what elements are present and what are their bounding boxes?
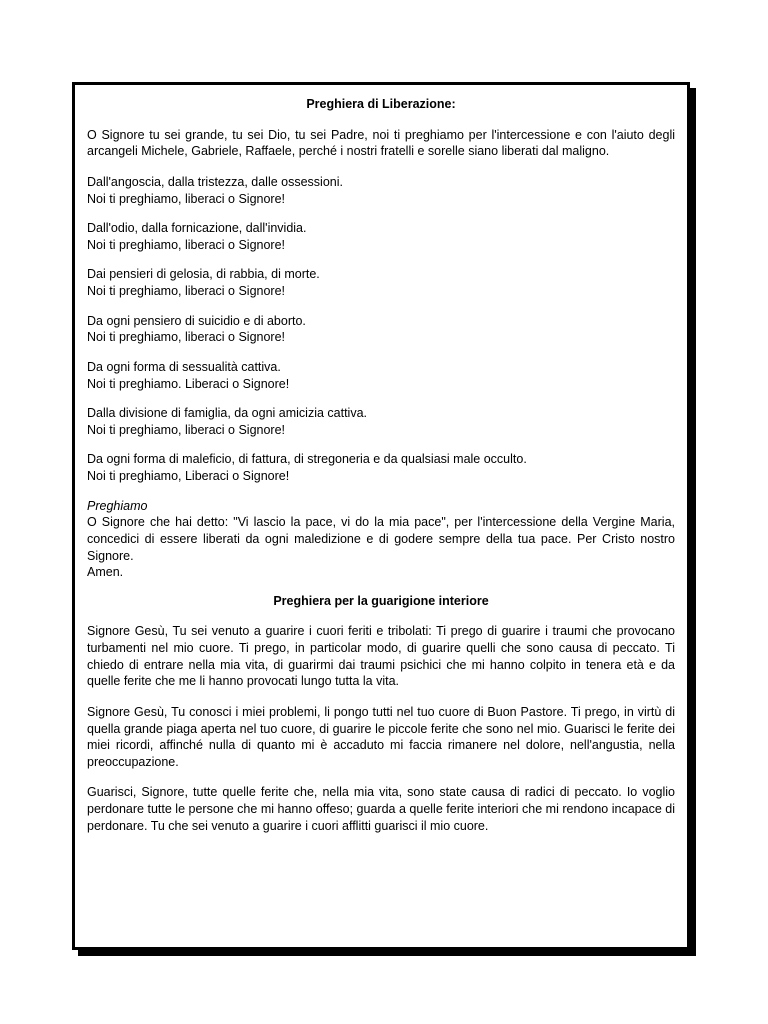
spacer xyxy=(87,392,675,405)
spacer xyxy=(87,690,675,704)
invocation-response: Noi ti preghiamo, liberaci o Signore! xyxy=(87,330,286,345)
closing-heading: Preghiamo xyxy=(87,498,148,513)
invocation-petition: Da ogni pensiero di suicidio e di aborto. xyxy=(87,313,306,328)
closing-body: O Signore che hai detto: "Vi lascio la pace, vi do la mia pace", per l'intercessione della Vergine Maria, concedici di essere liberati da ogni maledizione e di godere sempre della tua pace. Per Cristo nostro Signore. xyxy=(87,515,675,563)
invocation-response: Noi ti preghiamo, liberaci o Signore! xyxy=(87,284,286,298)
invocation-item xyxy=(87,220,675,253)
invocation-item xyxy=(87,405,675,438)
invocation-item xyxy=(87,313,675,346)
spacer xyxy=(87,253,675,266)
invocation-petition: Dalla divisione di famiglia, da ogni amicizia cattiva. xyxy=(87,406,367,421)
spacer xyxy=(87,770,675,784)
page-title: Preghiera di Liberazione: xyxy=(306,97,456,111)
invocation-response: Noi ti preghiamo, Liberaci o Signore! xyxy=(87,469,290,483)
spacer xyxy=(87,160,675,174)
invocation-petition: Dall'angoscia, dalla tristezza, dalle ossessioni. xyxy=(87,174,343,189)
closing-amen: Amen. xyxy=(87,565,124,580)
spacer xyxy=(87,438,675,451)
invocation-response: Noi ti preghiamo, liberaci o Signore! xyxy=(87,191,286,206)
spacer xyxy=(87,485,675,498)
invocation-petition: Dai pensieri di gelosia, di rabbia, di morte. xyxy=(87,267,320,282)
invocation-item xyxy=(87,359,675,392)
invocation-petition: Dall'odio, dalla fornicazione, dall'invidia. xyxy=(87,221,307,236)
invocation-item xyxy=(87,451,675,484)
intro-paragraph: O Signore tu sei grande, tu sei Dio, tu sei Padre, noi ti preghiamo per l'intercessione e con l'aiuto degli arcangeli Michele, Gabriele, Raffaele, perché i nostri fratelli e sorelle siano liberati dal maligno. xyxy=(87,127,675,159)
spacer xyxy=(87,113,675,127)
invocation-item xyxy=(87,174,675,207)
section-paragraph: Signore Gesù, Tu conosci i miei problemi, li pongo tutti nel tuo cuore di Buon Pastore. Ti prego, in virtù di quella grande piaga aperta nel tuo cuore, di guarire le piccole ferite che sono nel mio. Guarisci le ferite dei miei ricordi, affinché nulla di quanto mi è accaduto mi faccia rimanere nel dolore, nell'angustia, nella preoccupazione. xyxy=(87,704,675,769)
invocation-petition: Da ogni forma di maleficio, di fattura, di stregoneria e da qualsiasi male occulto. xyxy=(87,452,527,467)
document-content-box xyxy=(72,82,690,950)
section-title-guarigione: Preghiera per la guarigione interiore xyxy=(273,593,489,608)
spacer xyxy=(87,581,675,594)
invocation-petition: Da ogni forma di sessualità cattiva. xyxy=(87,359,281,374)
invocation-response: Noi ti preghiamo, liberaci o Signore! xyxy=(87,422,286,437)
invocation-response: Noi ti preghiamo. Liberaci o Signore! xyxy=(87,376,290,391)
invocation-item xyxy=(87,266,675,299)
invocation-response: Noi ti preghiamo, liberaci o Signore! xyxy=(87,237,286,252)
section-paragraph: Signore Gesù, Tu sei venuto a guarire i cuori feriti e tribolati: Ti prego di guarire i traumi che provocano turbamenti nel mio cuore. Ti prego, in particolar modo, di guarire quelli che sono causa di peccato. Ti chiedo di entrare nella mia vita, di guarirmi dai traumi psichici che mi hanno colpito in tenera età e da quelle ferite che me li hanno provocati lungo tutta la vita. xyxy=(87,624,675,689)
spacer xyxy=(87,346,675,359)
spacer xyxy=(87,609,675,623)
spacer xyxy=(87,207,675,220)
section-paragraph: Guarisci, Signore, tutte quelle ferite che, nella mia vita, sono state causa di radici di peccato. Io voglio perdonare tutte le persone che mi hanno offeso; guarda a quelle ferite interiori che mi rendono incapace di perdonare. Tu che sei venuto a guarire i cuori afflitti guarisci il mio cuore. xyxy=(87,785,675,833)
spacer xyxy=(87,300,675,313)
